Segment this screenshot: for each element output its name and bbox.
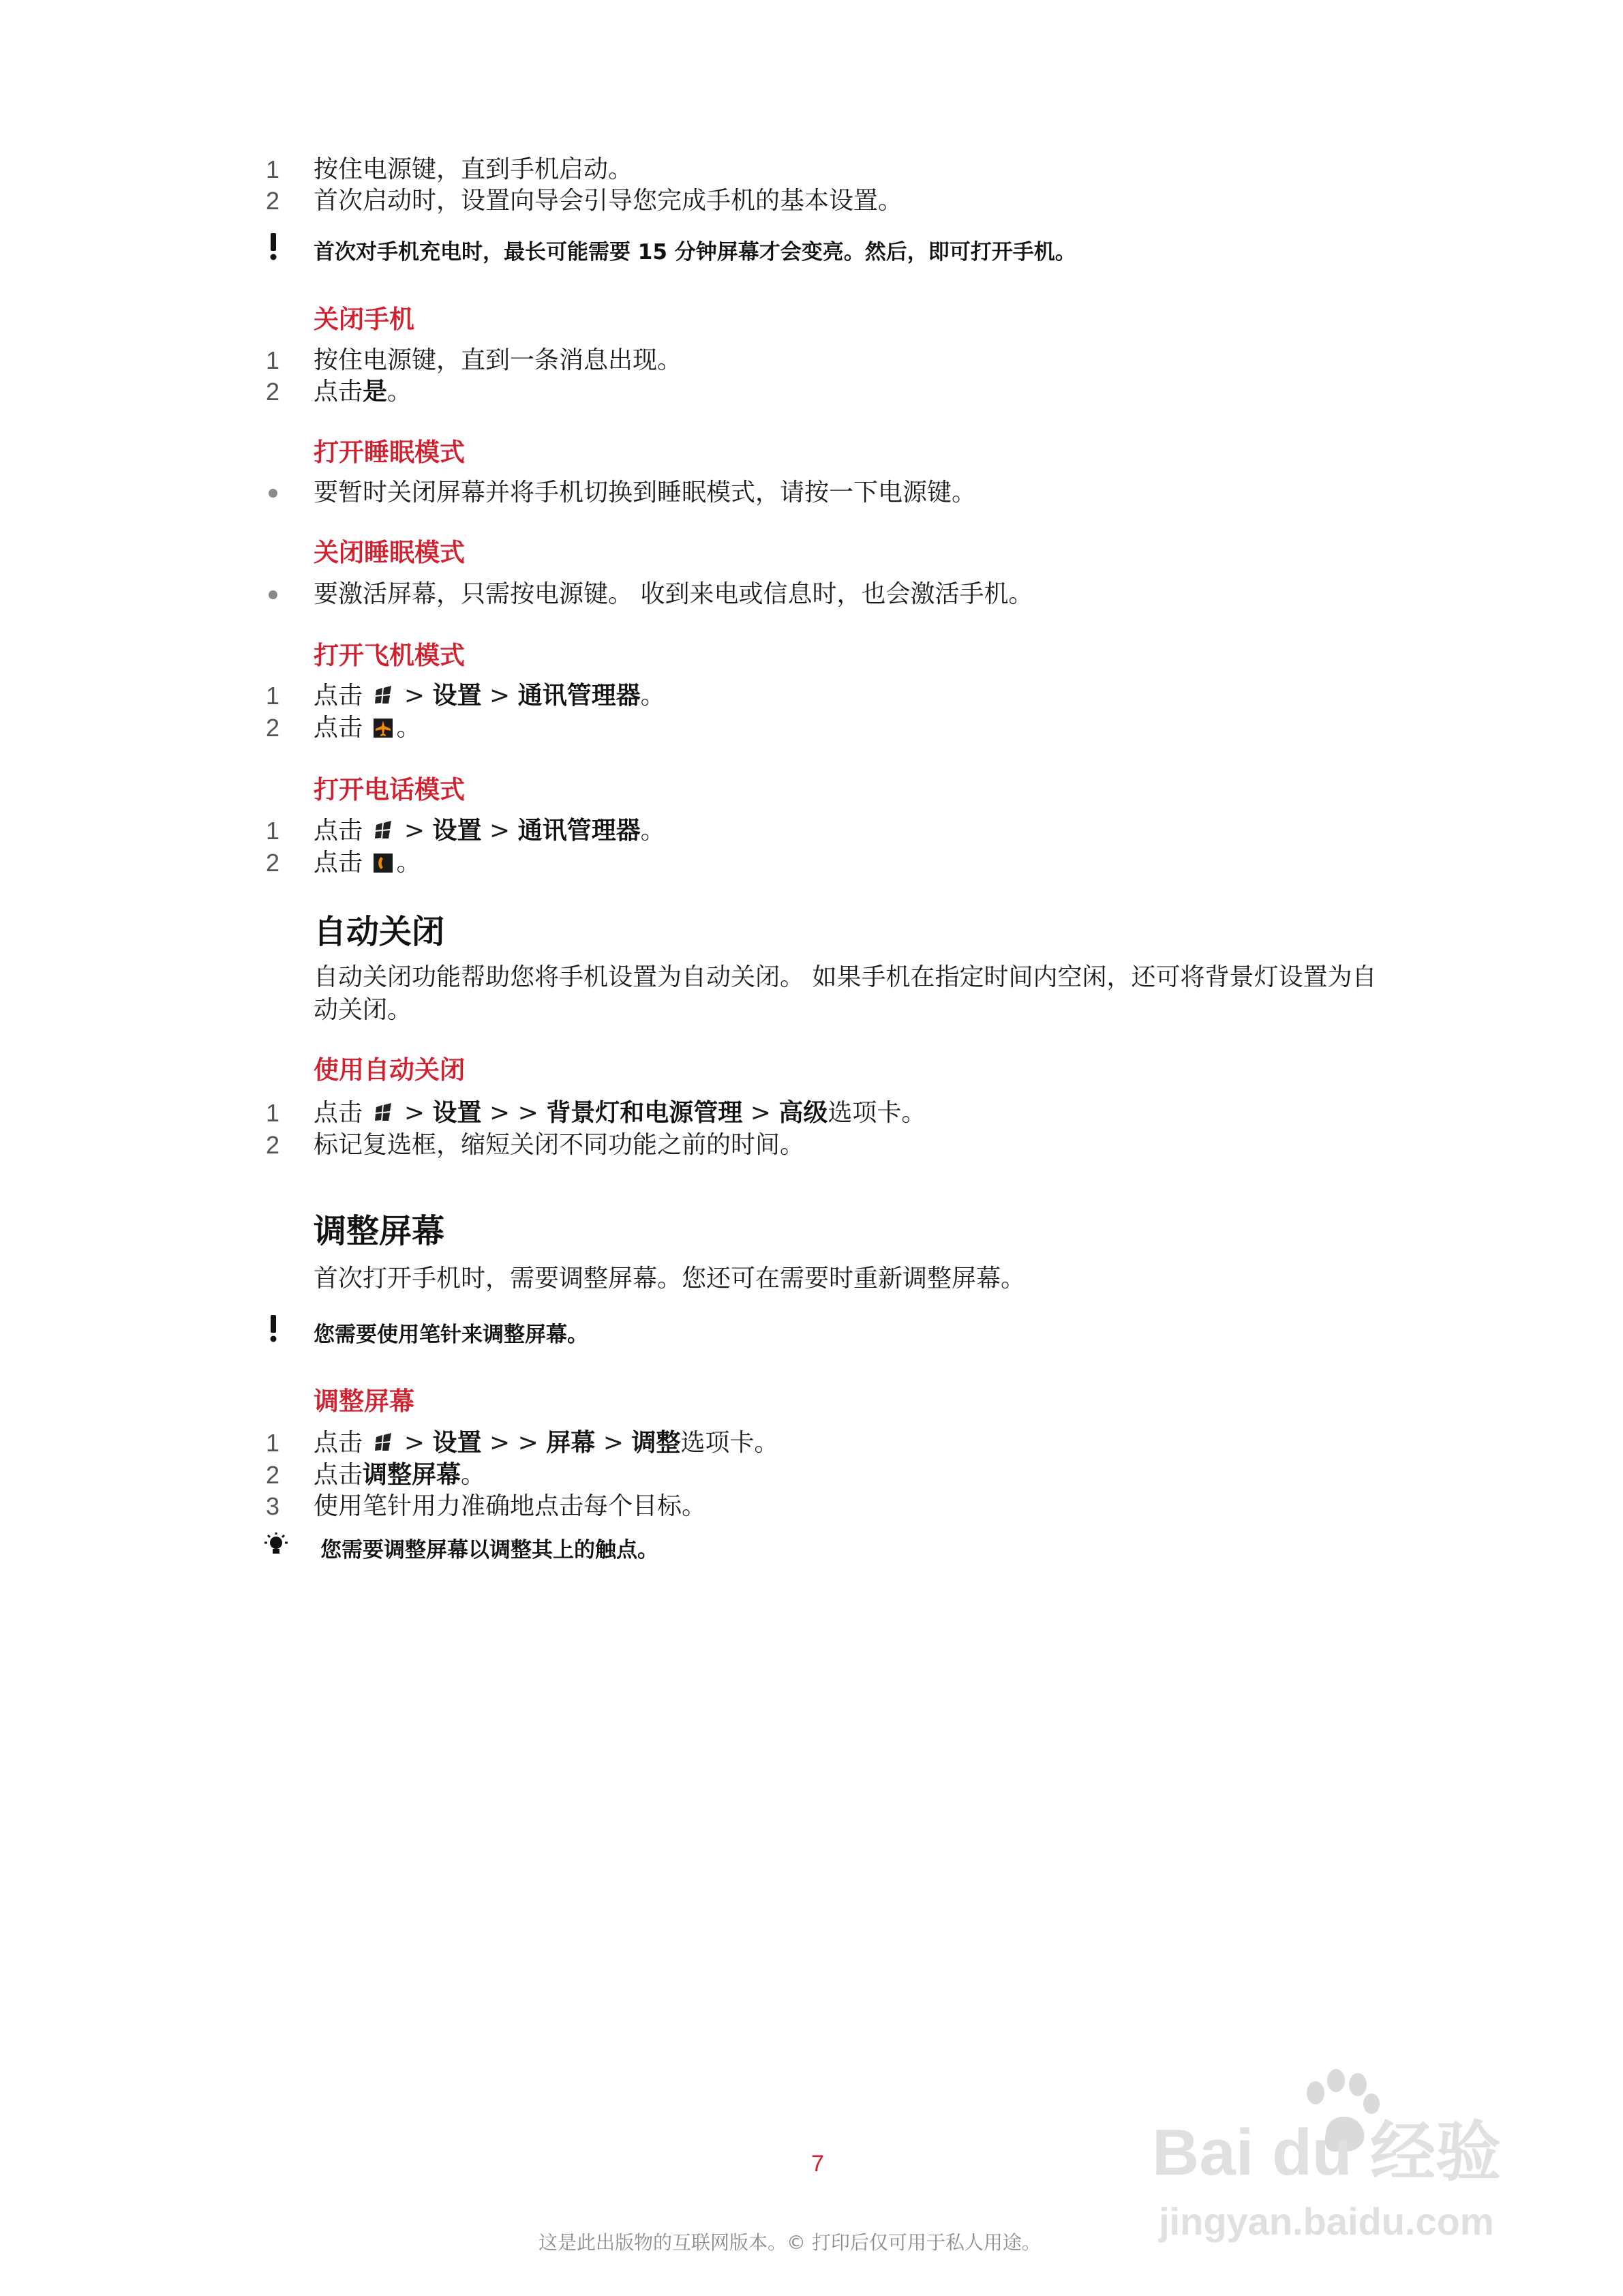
task-title-flight-mode: 打开飞机模式 — [314, 641, 465, 670]
step-number: 2 — [266, 1131, 280, 1159]
lightbulb-tip-icon — [259, 1531, 293, 1561]
windows-start-icon — [373, 819, 393, 843]
calibrate-step-3: 使用笔针用力准确地点击每个目标。 — [314, 1492, 707, 1520]
windows-start-icon — [373, 684, 393, 708]
section-heading-calibrate: 调整屏幕 — [314, 1212, 445, 1250]
task-title-sleep-off: 关闭睡眠模式 — [314, 538, 465, 567]
step-number: 2 — [266, 849, 280, 877]
step-number: 1 — [266, 1099, 280, 1127]
bullet — [269, 489, 277, 498]
charging-note: 首次对手机充电时，最长可能需要 15 分钟屏幕才会变亮。然后，即可打开手机。 — [314, 240, 1076, 265]
calibrate-paragraph: 首次打开手机时，需要调整屏幕。您还可在需要时重新调整屏幕。 — [314, 1265, 1026, 1293]
step-number: 1 — [266, 1429, 280, 1457]
bullet — [269, 590, 277, 599]
flight-step-1: 点击 > 设置 > 通讯管理器。 — [314, 682, 665, 710]
step-number: 2 — [266, 187, 280, 215]
exclamation-icon — [267, 1314, 279, 1344]
auto-off-step-1: 点击 > 设置 > > 背景灯和电源管理 > 高级选项卡。 — [314, 1099, 926, 1127]
task-title-auto-off: 使用自动关闭 — [314, 1055, 465, 1085]
phone-step-2: 点击 。 — [314, 849, 421, 877]
step-number: 1 — [266, 817, 280, 845]
phone-handset-icon — [373, 851, 393, 875]
exclamation-icon — [267, 232, 279, 262]
auto-off-paragraph: 自动关闭功能帮助您将手机设置为自动关闭。 如果手机在指定时间内空闲，还可将背景灯设置为自动关闭。 — [314, 963, 1377, 1024]
task-title-phone-mode: 打开电话模式 — [314, 775, 465, 804]
step-number: 1 — [266, 155, 280, 183]
step-number: 2 — [266, 378, 280, 406]
auto-off-step-2: 标记复选框，缩短关闭不同功能之前的时间。 — [314, 1131, 805, 1159]
power-off-step-1: 按住电源键，直到一条消息出现。 — [314, 346, 682, 374]
step-number: 2 — [266, 1461, 280, 1489]
step-number: 1 — [266, 346, 280, 374]
step-number: 2 — [266, 714, 280, 742]
airplane-icon — [373, 716, 393, 740]
section-heading-auto-off: 自动关闭 — [314, 913, 445, 951]
stylus-note: 您需要使用笔针来调整屏幕。 — [314, 1323, 588, 1347]
windows-start-icon — [373, 1102, 393, 1125]
flight-step-2: 点击 。 — [314, 714, 421, 742]
task-title-sleep-on: 打开睡眠模式 — [314, 438, 465, 467]
sleep-on-text: 要暂时关闭屏幕并将手机切换到睡眠模式，请按一下电源键。 — [314, 479, 977, 507]
phone-step-1: 点击 > 设置 > 通讯管理器。 — [314, 817, 665, 845]
calibrate-step-1: 点击 > 设置 > > 屏幕 > 调整选项卡。 — [314, 1429, 779, 1457]
page-number: 7 — [811, 2151, 824, 2177]
step-number: 3 — [266, 1492, 280, 1520]
step-number: 1 — [266, 682, 280, 710]
calibrate-step-2: 点击调整屏幕。 — [314, 1461, 486, 1489]
intro-step-1: 按住电源键，直到手机启动。 — [314, 155, 633, 183]
watermark-brand: Bai du 经验 — [1152, 2116, 1502, 2189]
baidu-watermark-logo — [1152, 2052, 1534, 2250]
calibrate-tip: 您需要调整屏幕以调整其上的触点。 — [320, 1538, 658, 1562]
task-title-calibrate: 调整屏幕 — [314, 1387, 414, 1416]
sleep-off-text: 要激活屏幕，只需按电源键。 收到来电或信息时，也会激活手机。 — [314, 580, 1033, 608]
task-title-power-off: 关闭手机 — [314, 305, 414, 334]
watermark-url: jingyan.baidu.com — [1159, 2200, 1494, 2243]
power-off-step-2: 点击是。 — [314, 378, 412, 406]
footer-copyright-note: 这是此出版物的互联网版本。© 打印后仅可用于私人用途。 — [539, 2231, 1041, 2254]
windows-start-icon — [373, 1432, 393, 1455]
intro-step-2: 首次启动时，设置向导会引导您完成手机的基本设置。 — [314, 187, 903, 215]
